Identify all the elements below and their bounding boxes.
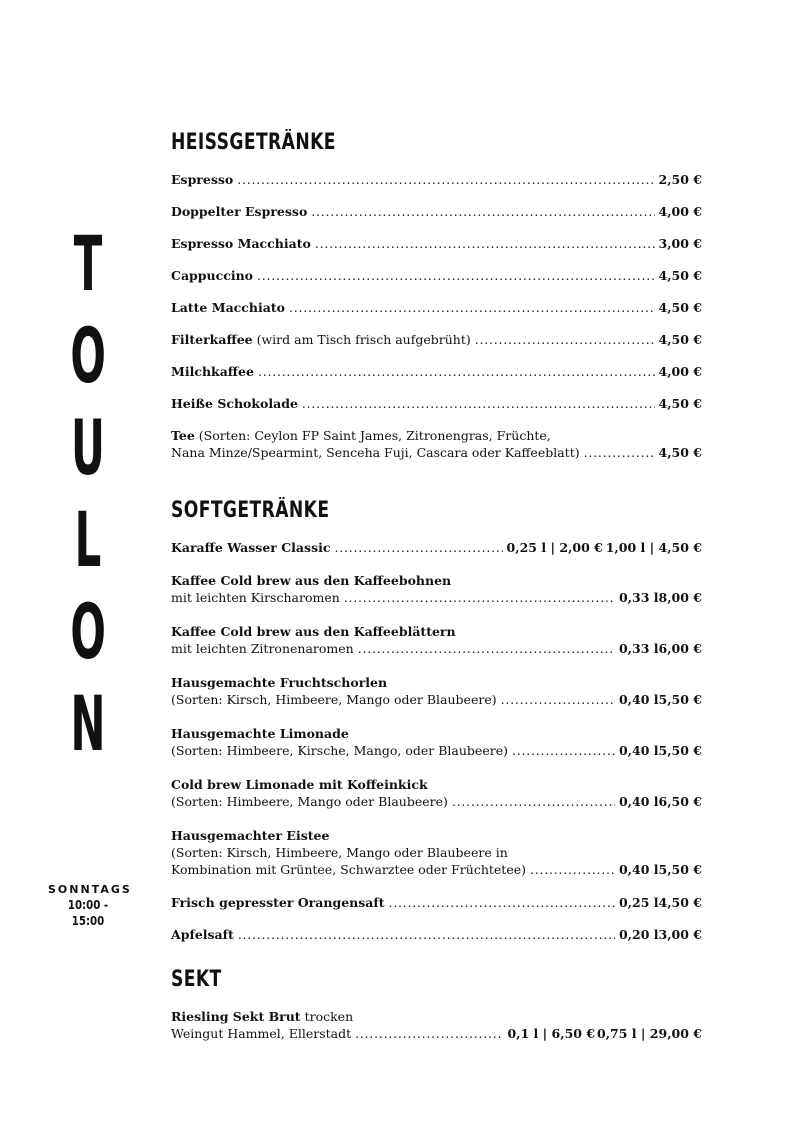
item-name: Espresso	[171, 172, 234, 187]
item-description: trocken	[304, 1009, 354, 1024]
item-description: (wird am Tisch frisch aufgebrüht)	[256, 332, 471, 347]
item-name: Kaffee Cold brew aus den Kaffeebohnen	[171, 573, 452, 588]
menu-item	[171, 674, 702, 708]
item-volume: 0,25 l	[618, 895, 659, 910]
menu-item	[171, 926, 702, 943]
item-description: (Sorten: Himbeere, Mango oder Blaubeere)	[171, 794, 448, 809]
item-option-large: 0,75 l | 29,00 €	[597, 1026, 702, 1041]
menu-item	[171, 267, 702, 284]
item-volume: 0,40 l	[618, 692, 659, 707]
dot-leader	[257, 267, 654, 284]
brand-letter: U	[71, 403, 105, 492]
item-description: (Sorten: Himbeere, Kirsche, Mango, oder Blaubeere)	[171, 743, 508, 758]
item-name: Apfelsaft	[171, 927, 234, 942]
item-description-line2: Weingut Hammel, Ellerstadt	[171, 1026, 352, 1041]
menu-item	[171, 894, 702, 911]
item-price: 5,50 €	[658, 862, 702, 877]
item-name: Doppelter Espresso	[171, 204, 308, 219]
item-description: (Sorten: Kirsch, Himbeere, Mango oder Blaubeere in	[171, 845, 508, 860]
dot-leader	[238, 926, 615, 943]
item-name: Riesling Sekt Brut	[171, 1009, 301, 1024]
item-description-line2: Nana Minze/Spearmint, Senceha Fuji, Cascara oder Kaffeeblatt)	[171, 445, 580, 460]
dot-leader	[512, 742, 615, 759]
dot-leader	[237, 171, 654, 188]
item-price: 4,50 €	[658, 396, 702, 411]
item-name: Hausgemachte Limonade	[171, 726, 349, 741]
brand-letter: O	[70, 587, 106, 676]
item-volume: 0,40 l	[618, 794, 659, 809]
item-price: 4,00 €	[658, 364, 702, 379]
menu-item	[171, 299, 702, 316]
opening-hours	[48, 883, 132, 929]
section-title-sekt: SEKT	[171, 967, 222, 992]
dot-leader	[311, 203, 654, 220]
item-price: 4,50 €	[658, 300, 702, 315]
item-name: Cold brew Limonade mit Koffeinkick	[171, 777, 428, 792]
brand-letter: N	[70, 679, 106, 768]
item-price: 6,00 €	[658, 641, 702, 656]
brand-letter: O	[70, 311, 106, 400]
item-price: 4,50 €	[658, 332, 702, 347]
dot-leader	[389, 894, 615, 911]
item-volume: 0,33 l	[618, 641, 659, 656]
menu-item	[171, 725, 702, 759]
item-name: Filterkaffee	[171, 332, 253, 347]
menu-item	[171, 427, 702, 461]
item-price: 3,00 €	[658, 236, 702, 251]
item-option-small: 0,25 l | 2,00 €	[506, 540, 603, 555]
item-option-large: 1,00 l | 4,50 €	[605, 540, 702, 555]
brand-letter: T	[73, 219, 103, 308]
section-title-soft: SOFTGETRÄNKE	[171, 498, 330, 523]
item-description: mit leichten Zitronenaromen	[171, 641, 354, 656]
menu-item	[171, 203, 702, 220]
item-volume: 0,20 l	[618, 927, 659, 942]
item-name: Tee	[171, 428, 195, 443]
dot-leader	[530, 861, 615, 878]
item-name: Hausgemachte Fruchtschorlen	[171, 675, 388, 690]
item-description: mit leichten Kirscharomen	[171, 590, 340, 605]
menu-item	[171, 171, 702, 188]
menu-item	[171, 539, 702, 556]
menu-item	[171, 1008, 702, 1042]
menu-item	[171, 776, 702, 810]
item-price: 4,00 €	[658, 204, 702, 219]
menu-item	[171, 235, 702, 252]
dot-leader	[302, 395, 655, 412]
item-description: (Sorten: Kirsch, Himbeere, Mango oder Blaubeere)	[171, 692, 497, 707]
brand-wordmark	[56, 218, 124, 770]
dot-leader	[289, 299, 655, 316]
dot-leader	[501, 691, 615, 708]
opening-days: SONNTAGS	[48, 883, 132, 896]
item-price: 2,50 €	[658, 172, 702, 187]
item-name: Heiße Schokolade	[171, 396, 298, 411]
item-price: 4,50 €	[658, 445, 702, 460]
opening-time: 10:00 - 15:00	[67, 898, 109, 928]
item-price: 4,50 €	[658, 268, 702, 283]
menu-item	[171, 623, 702, 657]
item-name: Hausgemachter Eistee	[171, 828, 330, 843]
item-price: 5,50 €	[658, 692, 702, 707]
dot-leader	[358, 640, 615, 657]
menu-item	[171, 395, 702, 412]
menu-item	[171, 572, 702, 606]
item-description-line2: Kombination mit Grüntee, Schwarztee oder Früchtetee)	[171, 862, 526, 877]
dot-leader	[475, 331, 655, 348]
dot-leader	[452, 793, 615, 810]
item-volume: 0,40 l	[618, 862, 659, 877]
item-name: Frisch gepresster Orangensaft	[171, 895, 385, 910]
item-name: Kaffee Cold brew aus den Kaffeeblättern	[171, 624, 456, 639]
item-name: Milchkaffee	[171, 364, 254, 379]
item-price: 8,00 €	[658, 590, 702, 605]
item-name: Espresso Macchiato	[171, 236, 311, 251]
item-description: (Sorten: Ceylon FP Saint James, Zitronengras, Früchte,	[198, 428, 551, 443]
item-name: Cappuccino	[171, 268, 254, 283]
menu-item	[171, 363, 702, 380]
menu-item	[171, 827, 702, 878]
item-price: 6,50 €	[658, 794, 702, 809]
item-volume: 0,40 l	[618, 743, 659, 758]
dot-leader	[584, 444, 655, 461]
item-name: Latte Macchiato	[171, 300, 285, 315]
item-price: 4,50 €	[658, 895, 702, 910]
item-name: Karaffe Wasser Classic	[171, 540, 331, 555]
dot-leader	[355, 1025, 503, 1042]
item-option-small: 0,1 l | 6,50 €	[507, 1026, 596, 1041]
section-title-hot: HEISSGETRÄNKE	[171, 130, 336, 155]
item-price: 5,50 €	[658, 743, 702, 758]
item-price: 3,00 €	[658, 927, 702, 942]
brand-letter: L	[74, 495, 102, 584]
dot-leader	[258, 363, 655, 380]
menu-item	[171, 331, 702, 348]
dot-leader	[344, 589, 615, 606]
dot-leader	[334, 539, 502, 556]
item-volume: 0,33 l	[618, 590, 659, 605]
dot-leader	[315, 235, 655, 252]
